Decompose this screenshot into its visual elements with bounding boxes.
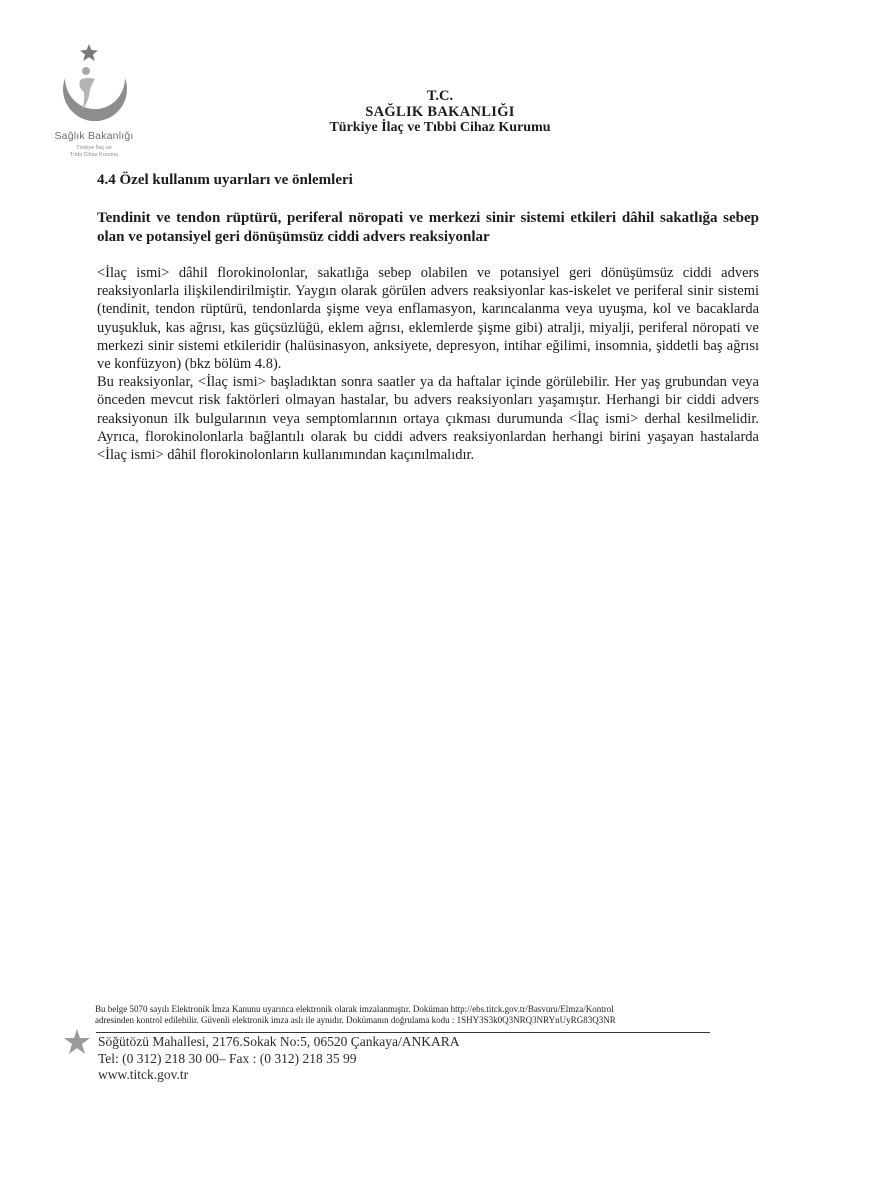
- paragraph-1: <İlaç ismi> dâhil florokinolonlar, sakatlığa sebep olabilen ve potansiyel geri dönüşümsüz ciddi advers reaksiyonlarla ilişkilendirilmiştir. Yaygın olarak görülen advers reaksiyonlar kas-iskelet ve periferal sinir sistemi (tendinit, tendon rüptürü, tendonlarda şişme veya enflamasyon, karıncalanma veya uyuşma, kol ve bacaklarda uyuşukluk, kas ağrısı, kas güçsüzlüğü, eklem ağrısı, eklemlerde şişme gibi) atralji, miyalji, periferal nöropati ve merkezi sinir sistemi etkileridir (halüsinasyon, anksiyete, depresyon, intihar eğilimi, insomnia, şiddetli baş ağrısı ve konfüzyon) (bkz bölüm 4.8).: [97, 265, 759, 373]
- header-agency: Türkiye İlaç ve Tıbbi Cihaz Kurumu: [329, 120, 551, 135]
- footer-address: Söğütözü Mahallesi, 2176.Sokak No:5, 06520 Çankaya/ANKARA: [98, 1034, 460, 1049]
- footer-phone: Tel: (0 312) 218 30 00– Fax : (0 312) 218 35 99: [98, 1050, 357, 1066]
- warning-subheading: Tendinit ve tendon rüptürü, periferal nöropati ve merkezi sinir sistemi etkileri dâhil sakatlığa sebep olan ve potansiyel geri dönüşümsüz ciddi advers reaksiyonlar: [97, 210, 759, 245]
- header-ministry: SAĞLIK BAKANLIĞI: [365, 104, 515, 120]
- paragraph-2: Bu reaksiyonlar, <İlaç ismi> başladıktan sonra saatler ya da haftalar içinde görülebilir. Her yaş grubundan veya önceden mevcut risk faktörleri olmayan hastalar, bu advers reaksiyonları yaşamıştır. Herhangi bir ciddi advers reaksiyonun ilk bulgularının veya semptomlarının ortaya çıkması durumunda <İlaç ismi> derhal kesilmelidir. Ayrıca, florokinolonlarla bağlantılı olarak bu ciddi advers reaksiyonlardan herhangi birini yaşayan hastalarda <İlaç ismi> dâhil florokinolonların kullanımından kaçınılmalıdır.: [97, 374, 759, 464]
- logo-subtitle: [44, 145, 144, 158]
- section-title: 4.4 Özel kullanım uyarıları ve önlemleri: [97, 172, 353, 188]
- logo-name: Sağlık Bakanlığı: [54, 130, 134, 142]
- document-header: [280, 88, 600, 136]
- footer-contact: [98, 1034, 459, 1084]
- footer-divider: [96, 1032, 710, 1033]
- footer-star-icon: [63, 1028, 91, 1056]
- e-signature-line2: adresinden kontrol edilebilir. Güvenli elektronik imza aslı ile aynıdır. Dokümanın doğrulama kodu : 1SHY3S3k0Q3NRQ3NRYnUyRG83Q3NR: [95, 1015, 616, 1025]
- e-signature-notice: [95, 1004, 735, 1026]
- ministry-logo: [40, 38, 150, 168]
- crescent-star-icon: [40, 38, 150, 133]
- logo-subtitle-line2: Tıbbi Cihaz Kurumu: [69, 151, 119, 158]
- footer-website[interactable]: www.titck.gov.tr: [98, 1067, 189, 1082]
- logo-subtitle-line1: Türkiye İlaç ve: [76, 145, 112, 151]
- e-signature-line1: Bu belge 5070 sayılı Elektronik İmza Kanunu uyarınca elektronik olarak imzalanmıştır. Doküman http://ebs.titck.gov.tr/Basvuru/Elmza/Kontrol: [95, 1004, 614, 1014]
- body-text: [97, 264, 759, 464]
- header-tc: T.C.: [426, 88, 454, 104]
